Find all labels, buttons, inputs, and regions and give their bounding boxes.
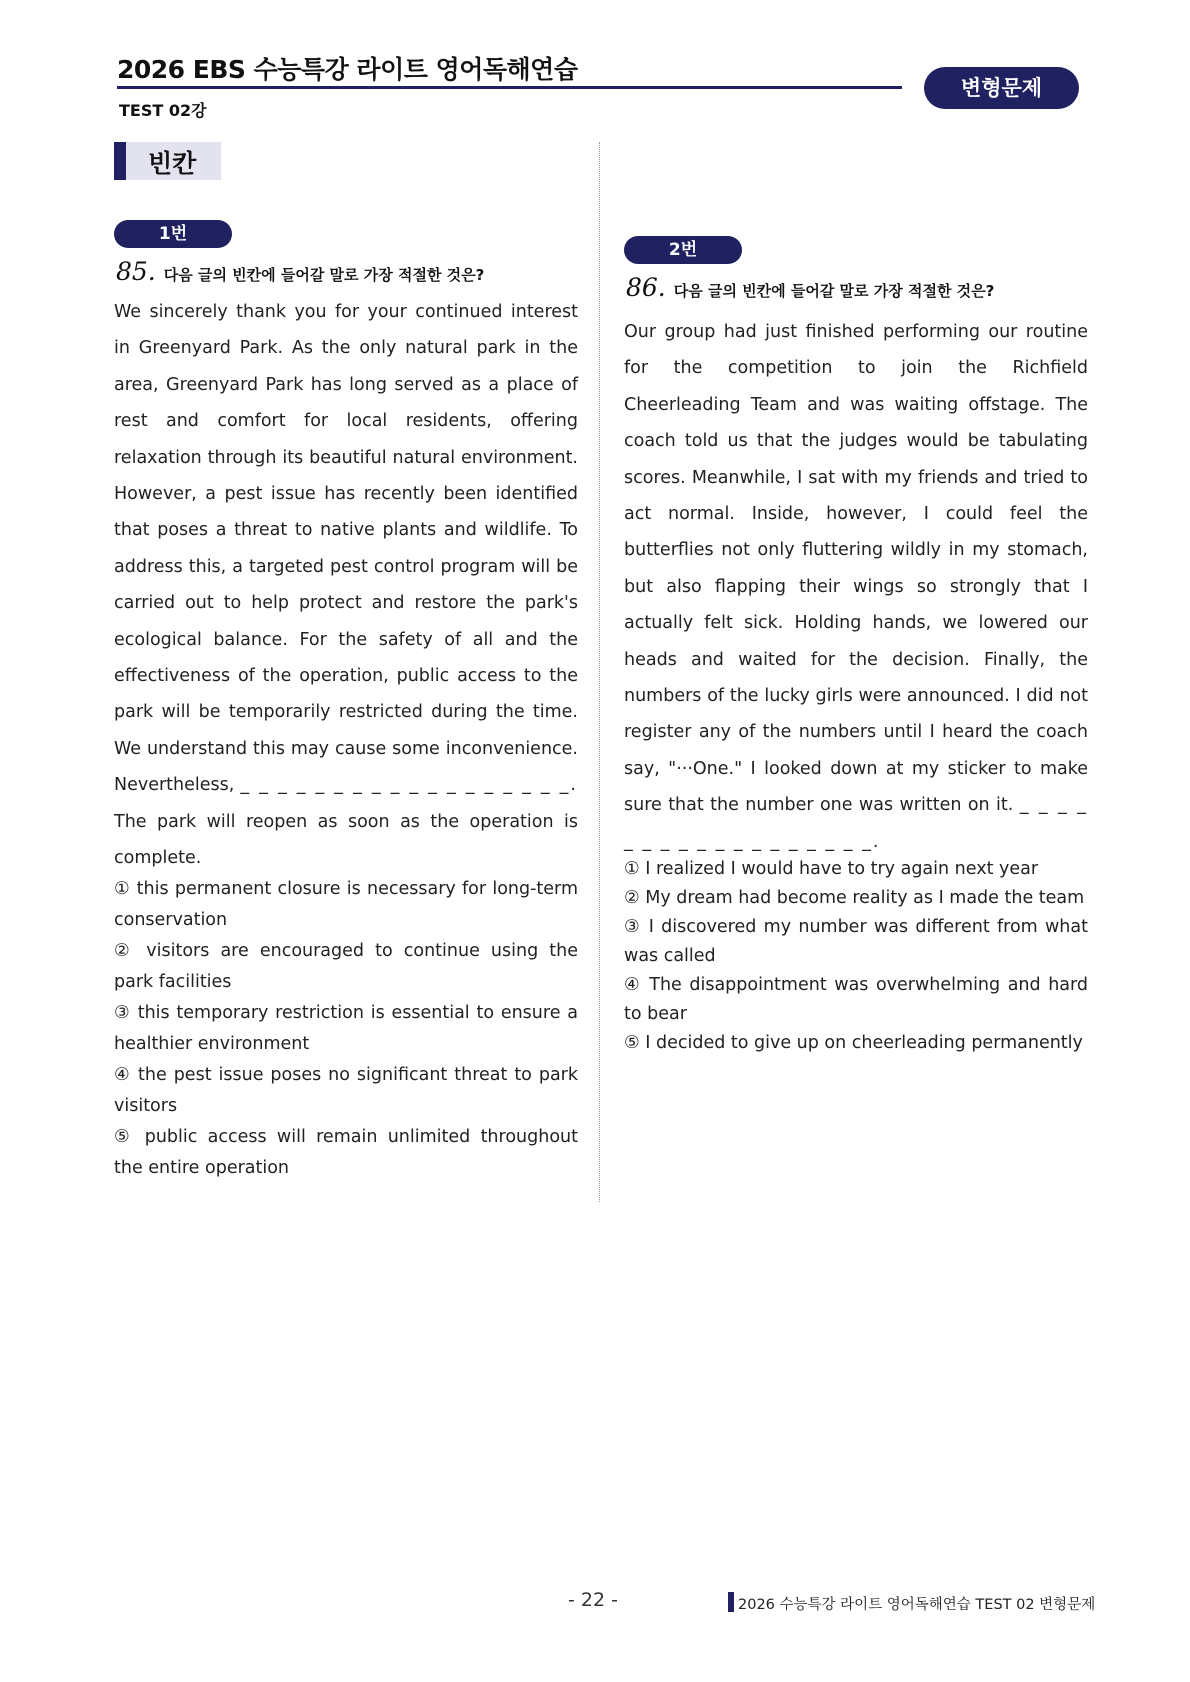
question-2-choice: ① I realized I would have to try again next year xyxy=(624,859,1039,879)
question-1-choice: ⑤ public access will remain unlimited throughout the entire operation xyxy=(114,1127,578,1178)
question-1-instruction: 다음 글의 빈칸에 들어갈 말로 가장 적절한 것은? xyxy=(163,266,485,284)
question-2-passage xyxy=(624,314,1088,860)
question-2-choice: ④ The disappointment was overwhelming and hard to bear xyxy=(624,975,1088,1024)
question-2-heading xyxy=(626,273,994,302)
document-title: 2026 EBS 수능특강 라이트 영어독해연습 xyxy=(117,55,578,84)
column-divider xyxy=(599,142,600,1202)
question-1-passage xyxy=(114,294,578,877)
question-2-pill: 2번 xyxy=(624,236,742,264)
section-label-bar xyxy=(114,142,126,180)
section-label xyxy=(114,142,221,180)
question-1-pill: 1번 xyxy=(114,220,232,248)
question-1-choice: ④ the pest issue poses no significant threat to park visitors xyxy=(114,1065,578,1116)
question-1-passage-before: We sincerely thank you for your continued interest in Greenyard Park. As the only natural park in the area, Greenyard Park has long served as a place of rest and comfort for local residents, offering relaxation through its beautiful natural environment. However, a pest issue has recently been identified that poses a threat to native plants and wildlife. To address this, a targeted pest control program will be carried out to help protect and restore the park's ecological balance. For the safety of all and the effectiveness of the operation, public access to the park will be temporarily restricted during the time. We understand this may cause some inconvenience. Nevertheless, xyxy=(114,302,578,796)
footer-text: 2026 수능특강 라이트 영어독해연습 TEST 02 변형문제 xyxy=(738,1597,1096,1613)
question-1-choices xyxy=(114,874,578,1184)
section-label-text: 빈칸 xyxy=(148,149,197,178)
footer-caption xyxy=(728,1593,1095,1614)
question-2-blank: _ _ _ _ _ _ _ _ _ _ _ _ _ _ _ _ _ _. xyxy=(624,795,1088,852)
question-1-passage-after: The park will reopen as soon as the operation is complete. xyxy=(114,811,578,869)
question-2-passage-text: Our group had just finished performing our routine for the competition to join the Richfield Cheerleading Team and was waiting offstage. The coach told us that the judges would be tabulating scores. Meanwhile, I sat with my friends and tried to act normal. Inside, however, I could feel the butterflies not only fluttering wildly in my stomach, but also flapping their wings so strongly that I actually felt sick. Holding hands, we lowered our heads and waited for the decision. Finally, the numbers of the lucky girls were announced. I did not register any of the numbers until I heard the coach say, "···One." I looked down at my sticker to make sure that the number one was written on it. xyxy=(624,322,1088,816)
question-1-number: 85. xyxy=(116,257,156,286)
question-1-choice: ① this permanent closure is necessary for long-term conservation xyxy=(114,879,578,930)
question-2-choice: ② My dream had become reality as I made the team xyxy=(624,888,1085,908)
question-2-choice: ③ I discovered my number was different from what was called xyxy=(624,917,1088,966)
page-number: - 22 - xyxy=(568,1589,618,1611)
question-1-choice: ② visitors are encouraged to continue using the park facilities xyxy=(114,941,578,992)
header-rule xyxy=(117,86,902,89)
question-1-heading xyxy=(116,257,484,286)
question-1-blank: _ _ _ _ _ _ _ _ _ _ _ _ _ _ _ _ _ _. xyxy=(240,775,578,796)
header-badge: 변형문제 xyxy=(924,67,1079,109)
question-1-choice: ③ this temporary restriction is essential to ensure a healthier environment xyxy=(114,1003,578,1054)
question-2-number: 86. xyxy=(626,273,666,302)
document-subtitle: TEST 02강 xyxy=(119,101,207,120)
question-2-choices xyxy=(624,855,1088,1058)
footer-bar xyxy=(728,1592,734,1612)
question-2-choice: ⑤ I decided to give up on cheerleading permanently xyxy=(624,1033,1083,1053)
question-2-instruction: 다음 글의 빈칸에 들어갈 말로 가장 적절한 것은? xyxy=(673,282,995,300)
